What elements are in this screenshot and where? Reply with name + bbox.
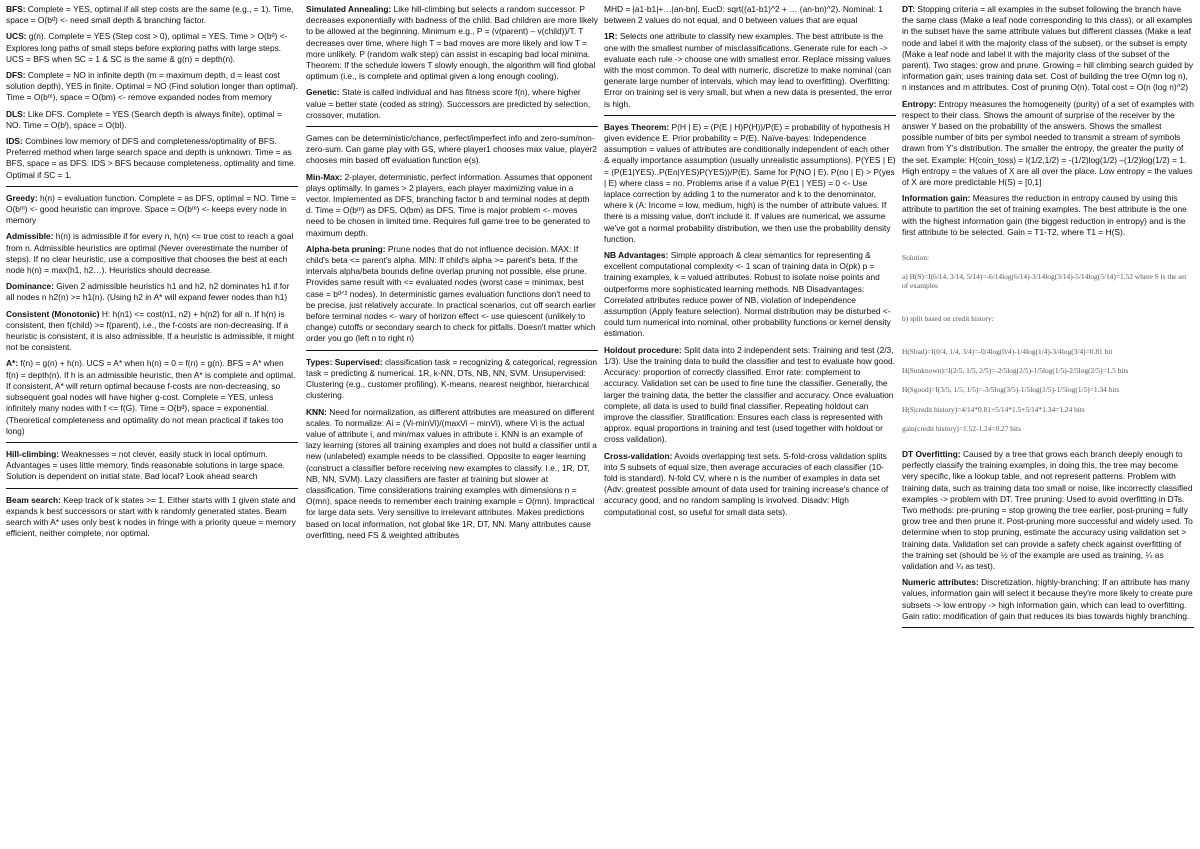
solution-heading: Solution: xyxy=(902,252,930,262)
note-text: 2-player, deterministic, perfect information. Assumes that opponent plays optimally. In games > 2 players, each player maximizing value in a vector. Implemented as DFS, branching factor b and terminal nodes at depth d. Time = O(bᵐ) as DFS, O(bm) as DFS. Time is major problem <- moves need to be chosen in limited time. Requires full game tree to be generated to maximum depth. xyxy=(306,171,593,238)
note-block xyxy=(6,136,298,181)
section-divider xyxy=(902,627,1194,628)
note-text: Combines low memory of DFS and completeness/optimality of BFS. Preferred method when large search space and depth is unknown. Time = as BFS, space = as DFS. IDS > BFS because completeness, optimality and time. Optimal if SC = 1. xyxy=(6,136,296,180)
note-term: Min-Max: xyxy=(306,171,343,182)
note-term: UCS: xyxy=(6,31,27,42)
note-term: Bayes Theorem: xyxy=(604,121,670,132)
note-block xyxy=(902,99,1194,189)
note-block xyxy=(306,133,598,167)
note-block xyxy=(604,122,896,245)
note-term: Consistent (Monotonic) xyxy=(6,308,100,319)
note-text: Keep track of k states >= 1. Either starts with 1 given state and expands k best successors or start with k randomly generated states. Beam search with A* uses only best k nodes in fringe with a priority queue = memory efficient, neither complete, nor optimal. xyxy=(6,494,296,539)
note-block xyxy=(902,577,1194,622)
note-term: Types: Supervised: xyxy=(306,356,383,367)
note-term: DT Overfitting: xyxy=(902,448,961,459)
note-text: H: h(n1) <= cost(n1, n2) + h(n2) for all n. If h(n) is consistent, then f(child) >= f(parent), i.e., the f-costs are non-decreasing. If a heuristic is consistent, it is also admissible. If a heuristic is admissible, it might not be consistent. xyxy=(6,308,295,353)
note-text: Complete = NO in infinite depth (m = maximum depth, d = least cost solution depth), YES in finite. Optimal = NO (Find solution longer than optimal). Time = O(bᵐ), space = O(bm) <- remove expanded nodes from memory xyxy=(6,70,298,103)
note-text: Stopping criteria = all examples in the subset following the branch have the same class (Make a leaf node corresponding to this class), or all examples in the subset have the same attribute values but different classes (Make a leaf node and label it with the majority class of the subset), or the subset is empty (Make a leaf node and label it with the majority class of the subset of the parent). Two stages: grow and prune. Growing = hill climbing search guided by information gain; uses training data set. Cost of building the tree O(mn log n), n instances and m attributes. Cost of pruning O(n). Total cost = O(n (log n)^2) xyxy=(902,4,1194,93)
note-term: Hill-climbing: xyxy=(6,448,60,459)
note-text: classification task = recognizing & categorical, regression task = predicting & numerical. 1R, k-NN, DTs, NB, NN, SVM. Unsupervised: Clustering (e.g., customer profiling). K-means, nearest neighbor, hierarchical clustering. xyxy=(306,356,598,401)
note-block xyxy=(902,449,1194,572)
note-term: DFS: xyxy=(6,70,26,81)
note-term: BFS: xyxy=(6,4,26,14)
note-term: IDS: xyxy=(6,136,23,147)
solution-line-a: a) H(S)=I(6/14, 3/14, 5/14)=-6/14log(6/14)-3/14log(3/14)-5/14log(5/14)=1.52 where S is the set of examples xyxy=(902,271,1187,291)
note-term: Information gain: xyxy=(902,193,971,204)
note-term: A*: xyxy=(6,358,19,369)
note-block xyxy=(6,70,298,104)
note-text: MHD = |a1-b1|+…|an-bn|. EucD: sqrt((a1-b1)^2 + … (an-bn)^2). Nominal: 1 between 2 values do not equal, and 0 between values that are equal xyxy=(604,4,883,26)
note-text: Selects one attribute to classify new examples. The best attribute is the one with the smallest number of misclassifications. Generate rule for each -> evaluate each rule -> choose one with smallest error. Replace missing values with the most common. To deal with numeric, discretize to make nominal (can generate large number of intervals, which may lead to overfitting). Overfitting: Error on training set is very small, but when a new data is presented, the error is high. xyxy=(604,31,893,109)
note-text: h(n) = evaluation function. Complete = as DFS, optimal = NO. Time = O(bᵐ) <- good heuristic can improve. Space = O(bᵐ) <- keeps every node in memory xyxy=(6,192,297,226)
note-text: P(H | E) = (P(E | H)P(H))/P(E) = probability of hypothesis H given evidence E. Prior probability = P(E). Naïve-bayes: Independence assumption = values of attributes are conditionally independent of each other & equally importance assumption (usually unrealistic assumptions). P(YES | E) = (P(E1|YES)..P(En|YES)P(YES))/P(E). Same for P(NO | E). P(no | E) > P(yes | E) where class = no. Problems arise if a value P(E1 | YES) = 0 <- Use laplace correction by adding 1 to the numerator and k to the denominator, where k (A: Income = low, medium, high) is the number of attribute values. If there is a missing value, don't include it. If values are numerical, we assume we've got a normal probability distribution, we then use the probability density function. xyxy=(604,121,896,244)
note-text: State is called individual and has fitness score f(n), where higher value = better state (coded as string). Successors are predicted by selection, crossover, mutation. xyxy=(306,87,591,120)
note-text: f(n) = g(n) + h(n). UCS = A* when h(n) = 0 = f(n) = g(n). BFS = A* when f(n) = depth(n). If h is an admissible heuristic, then A* is complete and optimal. If consistent, A* will return optimal because f-costs are non-decreasing, so subsequent goal nodes will have higher g-cost. Complete = YES, unless infinitely many nodes with f <= f(G). Time = O(bᵈ), space = exponential.(Theoretical completeness and optimality do not mean practical if takes too long) xyxy=(6,358,296,436)
note-term: KNN: xyxy=(306,406,327,417)
note-term: 1R: xyxy=(604,31,618,42)
note-term: Numeric attributes: xyxy=(902,577,979,588)
column-2 xyxy=(306,4,598,847)
section-divider xyxy=(604,115,896,116)
note-text: Weaknesses = not clever, easily stuck in local optimum. Advantages = uses little memory, finds reasonable solutions in large space. Solution is dependent on initial state. Bad local? Look ahead search xyxy=(6,448,285,482)
note-block xyxy=(6,358,298,436)
note-block xyxy=(604,4,896,26)
section-divider xyxy=(306,350,598,351)
note-text: Caused by a tree that grows each branch deeply enough to perfectly classify the training examples, in doing this, the tree may become very specific, like a lookup table, and not represent patterns. Problem with training data, such as training data too small or noise, like incorrectly classified examples -> problem with DT. Tree pruning: Used to avoid overfitting in DTs. Two methods: pre-pruning = stop growing the tree earlier, post-pruning = fully grow tree and then prune it. Post-pruning more successful and widely used. To determine when to stop pruning, estimate the accuracy using validation set > training data. Validation set can provide a safety check against overfitting of the training set (should be ½ of the example are used as training, ¼ as validation and ¼ as test). xyxy=(902,448,1193,571)
column-3 xyxy=(604,4,896,847)
note-text: Games can be deterministic/chance, perfect/imperfect info and zero-sum/non-zero-sum. Can game play with GS, where player1 chooses max value, player2 chooses min based off evaluation function e(s). xyxy=(306,133,597,166)
note-term: Cross-validation: xyxy=(604,450,673,461)
solution-line-0: H(Sbad)=I(0/4, 1/4, 3/4)=-0/4log(0/4)-1/4log(1/4)-3/4log(3/4)=0.81 bit xyxy=(902,347,1113,356)
note-block xyxy=(6,231,298,276)
note-term: NB Advantages: xyxy=(604,250,669,261)
note-text: Simple approach & clear semantics for representing & excellent computational complexity <- 1 scan of training data in O(pk) p = training examples, k = valued attributes. Robust to isolate noise points and outperforms more sophisticated learning methods. NB Disadvantages: Correlated attributes reduce power of NB, violation of independence assumption (Apply feature selection). Normal distribution may be disturbed <- could turn numerical into nominal, other probability functions or kernel density estimation. xyxy=(604,250,891,339)
note-term: Greedy: xyxy=(6,192,38,203)
note-block xyxy=(6,193,298,227)
note-text: g(n). Complete = YES (Step cost > 0), optimal = YES. Time > O(bᵈ) <- Explores long paths of small steps before exploring paths with large steps. UCS = BFS when SC = 1 & SC is the same & g(n) = depth(n). xyxy=(6,31,288,64)
note-block xyxy=(6,309,298,354)
note-block xyxy=(604,345,896,446)
note-term: DT: xyxy=(902,4,916,14)
note-block xyxy=(306,87,598,121)
note-term: DLS: xyxy=(6,108,26,119)
note-block xyxy=(6,281,298,303)
solution-line-4: gain(credit history)=1.52-1.24=0.27 bits xyxy=(902,423,1021,433)
note-block xyxy=(306,172,598,239)
note-term: Entropy: xyxy=(902,98,937,109)
note-text: Discretization. highly-branching: If an attribute has many values, information gain will select it because they're more likely to create pure subsets -> low entropy -> high information gain, which can lead to overfitting. Gain ratio: modification of gain that reduces its bias towards highly branching. xyxy=(902,577,1193,621)
note-text: Given 2 admissible heuristics h1 and h2, h2 dominates h1 if for all nodes n h2(n) >= h1(n). (Using h2 in A* will expand fewer nodes than h1) xyxy=(6,281,290,303)
note-text: Avoids overlapping test sets. S-fold-cross validation splits into S subsets of equal size, then average accuracies of each classifier (10-fold is standard). N-fold CV, where n is the number of examples in data set (Adv: greatest possible amount of data used for training increase's chance of accuracy good, and no random sampling is involved. Disadv: High computational cost, so useful for small data sets). xyxy=(604,450,889,517)
note-block xyxy=(604,451,896,518)
section-divider xyxy=(6,442,298,443)
note-block xyxy=(604,250,896,340)
note-block xyxy=(306,244,598,345)
note-term: Admissible: xyxy=(6,231,54,242)
note-block xyxy=(306,407,598,541)
note-text: Like hill-climbing but selects a random successor. P decreases exponentially with badness of the child. Bad children are more likely to be allowed at the beginning. Minimum e.g., P = (v(parent) – v(child))/T. T decreases over time, where high T = bad moves are more likely and low T = more unlikely. P (random walk step) can assist in escaping bad local minima. Theorem: If the schedule lowers T slowly enough, the algorithm will find global optimum (i.e., is complete and optimal given a long enough cooling). xyxy=(306,4,598,82)
note-block xyxy=(604,31,896,109)
note-text: Split data into 2 independent sets: Training and test (2/3, 1/3). Use the training data to build the classifier and test to evaluate how good. Accuracy: proportion of correctly classified. Error rate: complement to accuracy. Validation set can be used to fine tune the classifier. Generally, the larger the training data, the better the classifier and accuracy. Once evaluation complete, all data is used to build final classifier. Repeating holdout can improve the classifier. Stratification: Ensures each class is represented with approx. equal proportions in training and test (used together with holdout or cross validation). xyxy=(604,344,895,445)
note-block xyxy=(6,449,298,483)
note-block xyxy=(6,495,298,540)
column-1 xyxy=(6,4,298,847)
note-term: Dominance: xyxy=(6,281,54,292)
note-block xyxy=(6,109,298,131)
note-term: Alpha-beta pruning: xyxy=(306,243,386,254)
solution-line-1: H(Sunknown)=I(2/5, 1/5, 2/5)=-2/5log(2/5)-1/5log(1/5)-2/5log(2/5)=1.5 bits xyxy=(902,366,1129,376)
note-text: h(n) is admissible if for every n, h(n) <= true cost to reach a goal from n. Admissible heuristics are optimal (Never overestimate the number of steps). If no clear heuristic, use a compositive that chooses the best at each node h(n) = max(h1, h2…). Heuristics should decrease. xyxy=(6,231,294,276)
solution-line-b: b) split based on credit history: xyxy=(902,314,994,324)
note-term: Simulated Annealing: xyxy=(306,4,392,14)
note-block xyxy=(902,4,1194,94)
section-divider xyxy=(6,186,298,187)
note-term: Holdout procedure: xyxy=(604,344,682,355)
note-text: Need for normalization, as different attributes are measured on different scales. To normalize: Ai = (Vi-minVi)/(maxVi – minVi), where Vi is the actual value of attribute i, and min/max values in attribute i. KNN is an example of lazy learning (stores all training examples and does not build a classifier until a new (unlabeled) example needs to be classified. Opposite to eager learning (construct a classifier before receiving new examples to classify. I.e., 1R, DT, NB, NN, SVM). Lazy classifiers are faster at training but slower at classification. Time considerations training examples with dimensions n = O(mn), space needs to remember each training example = O(mn). Impractical for large data sets. Very sensitive to irrelevant attributes. Makes predictions based on local information, not global like 1R, DT, NN. Many attributes cause overfitting, need FS & weighted attributes xyxy=(306,406,597,540)
note-text: Entropy measures the homogeneity (purity) of a set of examples with respect to their class. Shows the amount of surprise of the receiver by the answer Y based on the probability of the answers. Shows the smallest possible number of bits per symbol needed to transmit a stream of symbols drawn from Y's distribution. The smaller the entropy, the greater the purity of the set. Example: H(coin_toss) = I(1/2,1/2) = -(1/2)log(1/2) –(1/2)log(1/2) = 1. High entropy = the values of X are all over the place. Low entropy = the values of X are more predictable H(S) = [0,1] xyxy=(902,98,1194,188)
solution-line-3: H(S|credit history)=4/14*0.81+5/14*1.5+5/14*1.34=1.24 bits xyxy=(902,404,1085,414)
note-text: Measures the reduction in entropy caused by using this attribute to partition the set of training examples. The best attribute is the one with the highest information gain (the biggest reduction in entropy) and is the first attribute to be selected. Gain = T1-T2, where T1 = H(S). xyxy=(902,193,1187,237)
column-4 xyxy=(902,4,1194,847)
note-text: Complete = YES, optimal if all step costs are the same (e.g., = 1). Time, space = O(bᵈ) <- need small depth & branching factor. xyxy=(6,4,294,26)
note-block xyxy=(6,31,298,65)
note-term: Genetic: xyxy=(306,87,340,98)
note-block xyxy=(6,4,298,26)
note-block xyxy=(306,357,598,402)
note-text: Prune nodes that do not influence decision. MAX: If child's beta <= parent's alpha. MIN: If child's alpha >= parent's beta. If the intervals alpha/beta bounds define overlap pruning not possible, else prune. Provides same result with <= evaluated nodes (worst case = minimax, best case = bᵈᐟ² nodes). In deterministic games evaluation functions don't need to be precise, just relatively accurate. In practical scenarios, cut off search earlier before terminal nodes <- wary of horizon effect <- use quiescent (unlikely to change) cutoffs or secondary search to check for pitfalls. Doesn't matter which order you go (left n to right n) xyxy=(306,243,596,344)
note-text: Like DFS. Complete = YES (Search depth is always finite), optimal = NO. Time = O(bˡ), space = O(bl). xyxy=(6,108,282,130)
note-block xyxy=(902,193,1194,238)
section-divider xyxy=(306,126,598,127)
section-divider xyxy=(6,488,298,489)
note-block xyxy=(306,4,598,82)
note-term: Beam search: xyxy=(6,494,61,505)
solution-line-2: H(Sgood)=I(3/5, 1/5, 1/5)=-3/5log(3/5)-1/5log(1/5)-1/5log(1/5)=1.34 bits xyxy=(902,385,1120,395)
entropy-solution-image xyxy=(902,243,1194,443)
